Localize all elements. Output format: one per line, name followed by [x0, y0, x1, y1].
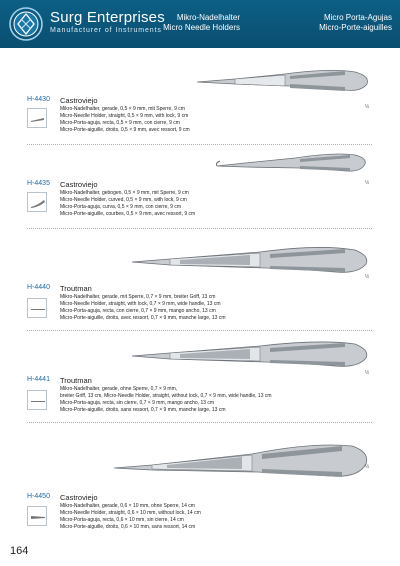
- product-entry-h4435: [0, 144, 400, 230]
- product-description: [60, 386, 360, 414]
- scale-label: ½: [365, 180, 370, 186]
- product-entry-h4441: [0, 332, 400, 426]
- needle-holder-troutman-image: [130, 238, 375, 284]
- description-line-de: Mikro-Nadelhalter, gerade, 0,5 × 9 mm, mit Sperre, 9 cm: [60, 106, 185, 112]
- category-title-de: Mikro-Nadelhalter: [176, 13, 240, 22]
- product-code: H-4450: [27, 493, 50, 500]
- product-entry-h4450: [0, 426, 400, 536]
- description-line-en: Micro-Needle Holder, straight, 0,6 × 10 mm, without lock, 14 cm: [60, 510, 201, 516]
- description-line-es: Micro-Porta-aguja, recta, 0,5 × 9 mm, con cierre, 9 cm: [60, 120, 180, 126]
- needle-holder-large-image: [112, 432, 374, 494]
- description-line-es: Micro-Porta-aguja, curva, 0,5 × 9 mm, con cierre, 9 cm: [60, 204, 182, 210]
- product-description: [60, 190, 360, 218]
- product-name: Troutman: [60, 284, 92, 293]
- separator: [27, 330, 372, 331]
- product-description: [60, 503, 360, 531]
- scale-label: ½: [365, 464, 370, 470]
- tip-thumbnail: [27, 192, 47, 212]
- needle-holder-curved-image: [215, 146, 375, 180]
- description-line-es: Micro-Porta-aguja, recta, sin cierre, 0,7 × 9 mm, mango ancho, 13 cm: [60, 400, 215, 406]
- product-entry-h4430: [0, 58, 400, 146]
- scale-label: ½: [365, 274, 370, 280]
- tip-thumbnail: [27, 506, 47, 526]
- tip-thumbnail: [27, 108, 47, 128]
- separator: [27, 422, 372, 423]
- straight-tip-icon: [28, 299, 48, 319]
- description-line-de: Mikro-Nadelhalter, gebogen, 0,5 × 9 mm, mit Sperre, 9 cm: [60, 190, 189, 196]
- product-name: Troutman: [60, 376, 92, 385]
- product-code: H-4440: [27, 284, 50, 291]
- product-code: H-4430: [27, 96, 50, 103]
- description-line-es: Micro-Porta-aguja, recta, con cierre, 0,7 × 9 mm, mango ancho, 13 cm: [60, 308, 216, 314]
- scale-label: ½: [365, 370, 370, 376]
- product-code: H-4441: [27, 376, 50, 383]
- category-title-fr: Micro-Porte-aiguilles: [319, 23, 392, 32]
- needle-holder-straight-image: [195, 62, 375, 102]
- category-title-en: Micro Needle Holders: [163, 23, 240, 32]
- product-entry-h4440: [0, 230, 400, 330]
- tip-thumbnail: [27, 390, 47, 410]
- product-code: H-4435: [27, 180, 50, 187]
- tip-thumbnail: [27, 298, 47, 318]
- description-line-en: Micro-Needle Holder, straight, 0,5 × 9 mm, with lock, 9 cm: [60, 113, 189, 119]
- description-line-fr: Micro-Porte-aiguille, droits, sans ressort, 0,7 × 9 mm, manche large, 13 cm: [60, 407, 226, 413]
- straight-tip-icon: [28, 507, 48, 527]
- product-name: Castroviejo: [60, 180, 98, 189]
- page-header: [0, 0, 400, 48]
- straight-tip-icon: [28, 391, 48, 411]
- separator: [27, 228, 372, 229]
- product-description: [60, 294, 360, 322]
- curved-tip-icon: [28, 193, 48, 213]
- description-line-de: Mikro-Nadelhalter, gerade, ohne Sperre, 0,7 × 9 mm,: [60, 386, 178, 392]
- category-title-es: Micro Porta-Agujas: [323, 13, 392, 22]
- product-description: [60, 106, 360, 134]
- category-title-de-en: [163, 13, 240, 33]
- company-name: Surg Enterprises: [50, 9, 165, 26]
- description-line-es: Micro-Porta-aguja, recta, 0,6 × 10 mm, sin cierre, 14 cm: [60, 517, 184, 523]
- description-line-en: Micro-Needle Holder, straight, with lock, 0,7 × 9 mm, wide handle, 13 cm: [60, 301, 221, 307]
- company-tagline: Manufacturer of Instruments: [50, 27, 162, 34]
- straight-tip-icon: [28, 109, 48, 129]
- needle-holder-troutman-no-lock-image: [130, 334, 375, 378]
- description-line-en: Micro-Needle Holder, curved, 0,5 × 9 mm, with lock, 9 cm: [60, 197, 187, 203]
- description-line-fr: Micro-Porte-aiguille, courbes, 0,5 × 9 mm, avec ressort, 9 cm: [60, 211, 196, 217]
- product-name: Castroviejo: [60, 96, 98, 105]
- description-line-fr: Micro-Porte-aiguille, droits, avec ressort, 0,7 × 9 mm, manche large, 13 cm: [60, 315, 226, 321]
- description-line-en: breiter Griff, 13 cm, Micro-Needle Holder, straight, without lock, 0,7 × 9 mm, wide handle, 13 cm: [60, 393, 272, 399]
- company-logo: [8, 6, 44, 42]
- description-line-fr: Micro-Porte-aiguille, droits, 0,6 × 10 mm, sans ressort, 14 cm: [60, 524, 196, 530]
- description-line-de: Mikro-Nadelhalter, gerade, mit Sperre, 0,7 × 9 mm, breiter Griff, 13 cm: [60, 294, 216, 300]
- page-number: 164: [10, 545, 29, 557]
- category-title-es-fr: [319, 13, 392, 33]
- description-line-de: Mikro-Nadelhalter, gerade, 0,6 × 10 mm, ohne Sperre, 14 cm: [60, 503, 195, 509]
- description-line-fr: Micro-Porte-aiguille, droits, 0,5 × 9 mm, avec ressort, 9 cm: [60, 127, 190, 133]
- scale-label: ½: [365, 104, 370, 110]
- product-name: Castroviejo: [60, 493, 98, 502]
